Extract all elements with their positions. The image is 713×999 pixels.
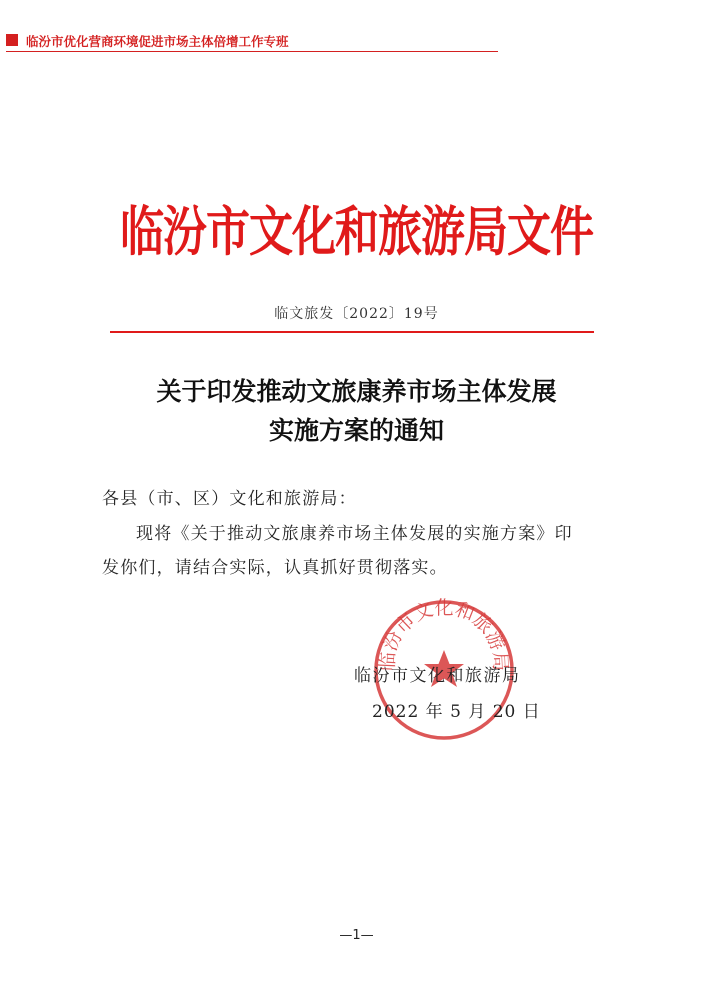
document-number: 临文旅发〔2022〕19号 xyxy=(274,306,439,322)
seal-text: 临汾市文化和旅游局 xyxy=(376,598,512,672)
body-line2: 发你们，请结合实际，认真抓好贯彻落实。 xyxy=(102,558,448,578)
banner-marker xyxy=(6,34,18,46)
document-title-line1: 关于印发推动文旅康养市场主体发展 xyxy=(156,377,557,406)
salutation: 各县（市、区）文化和旅游局： xyxy=(102,489,357,509)
masthead-title: 临汾市文化和旅游局文件 xyxy=(120,201,593,264)
page-number: —1— xyxy=(339,928,374,943)
body-line1: 现将《关于推动文旅康养市场主体发展的实施方案》印 xyxy=(136,524,573,544)
org-banner xyxy=(6,32,498,52)
org-banner-text: 临汾市优化营商环境促进市场主体倍增工作专班 xyxy=(26,34,289,49)
signer: 临汾市文化和旅游局 xyxy=(354,666,521,686)
issue-date: 2022 年 5 月 20 日 xyxy=(372,702,541,722)
banner-rule xyxy=(6,51,498,52)
document-title-line2: 实施方案的通知 xyxy=(268,416,444,445)
masthead-red-rule xyxy=(110,331,594,333)
